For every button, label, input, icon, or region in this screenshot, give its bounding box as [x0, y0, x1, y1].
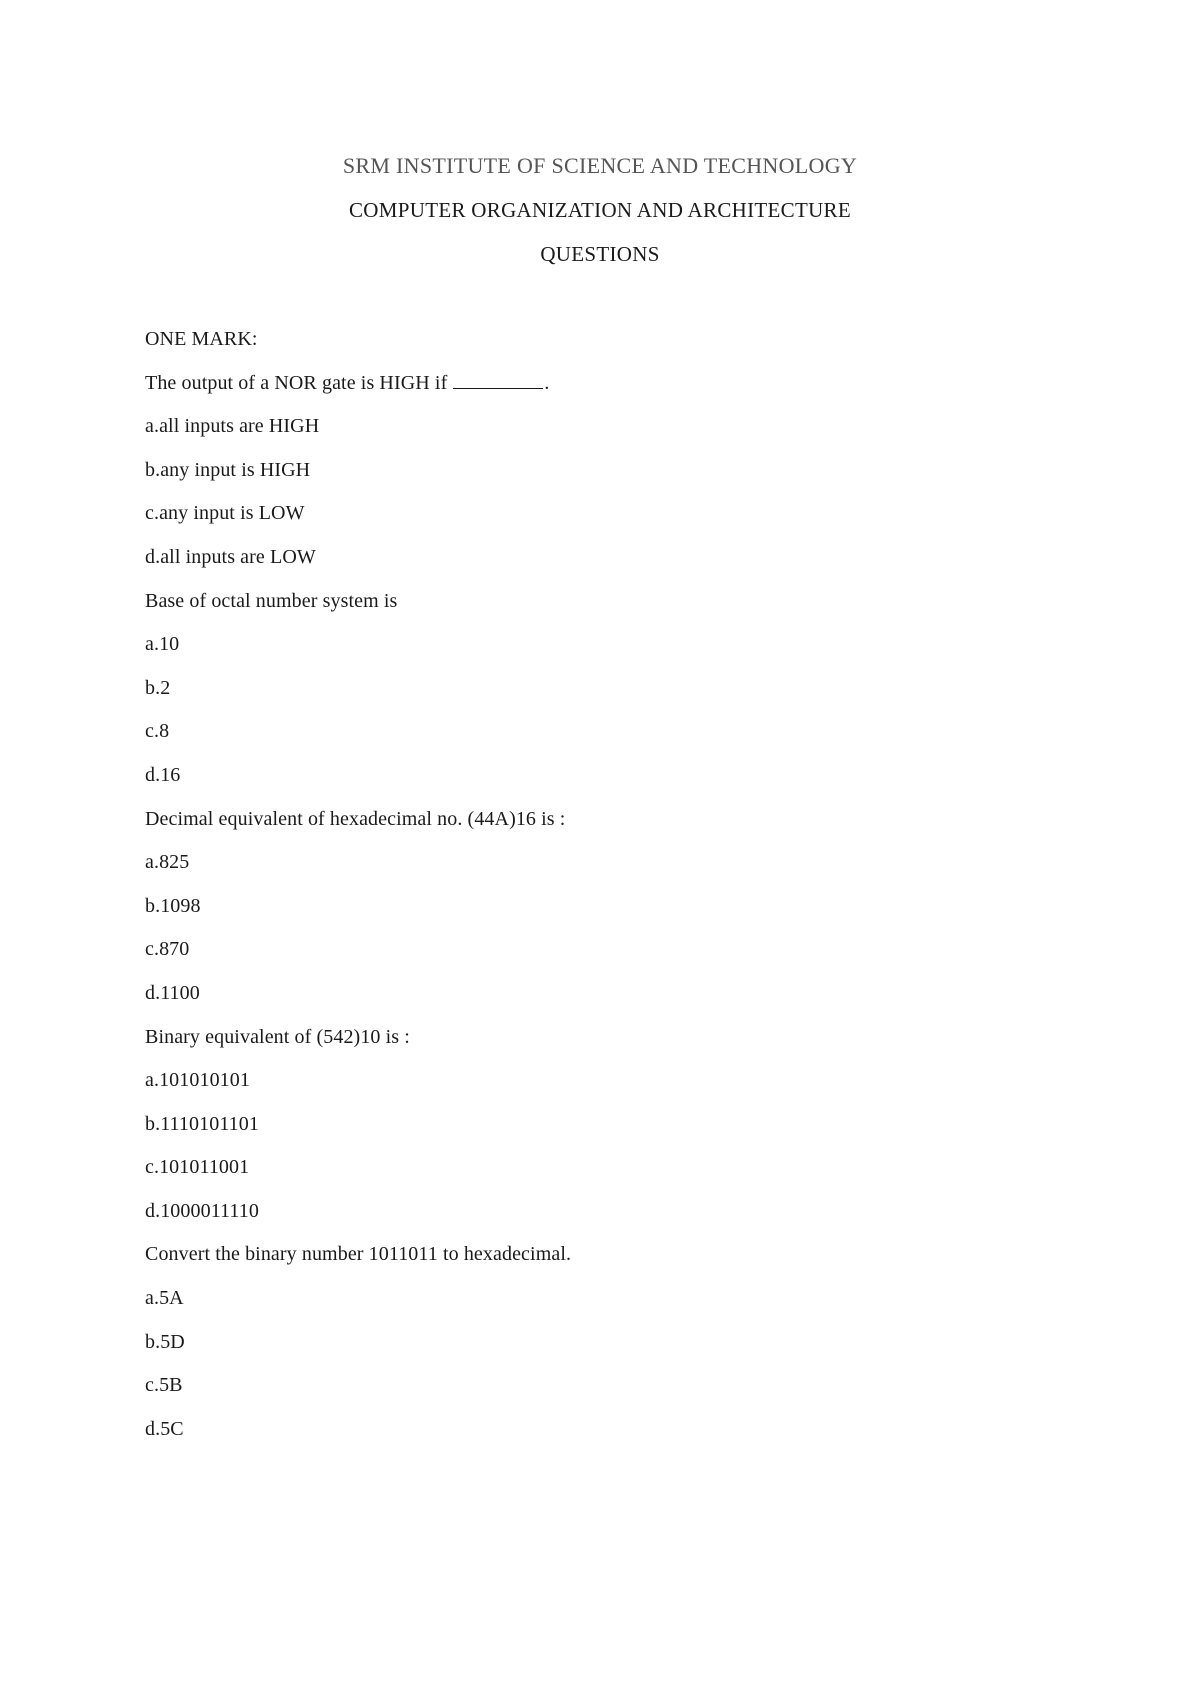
question-5-option-c: c.5B: [145, 1374, 183, 1397]
question-4: Binary equivalent of (542)10 is :: [145, 1025, 410, 1048]
question-4-option-b: b.1110101101: [145, 1112, 259, 1135]
section-title: ONE MARK:: [145, 328, 258, 350]
question-5: Convert the binary number 1011011 to hexadecimal.: [145, 1243, 572, 1266]
question-2-option-a: a.10: [145, 633, 180, 656]
question-3-option-a: a.825: [145, 851, 190, 874]
question-3-option-c: c.870: [145, 938, 190, 961]
institute-name: SRM INSTITUTE OF SCIENCE AND TECHNOLOGY: [342, 153, 858, 178]
question-3-option-d: d.1100: [145, 981, 200, 1004]
question-5-option-a: a.5A: [145, 1287, 184, 1310]
course-title: COMPUTER ORGANIZATION AND ARCHITECTURE: [349, 198, 851, 222]
question-4-option-a: a.101010101: [145, 1069, 250, 1092]
question-list: [145, 318, 1095, 1451]
question-1-option-c: c.any input is LOW: [145, 502, 305, 525]
question-1-text: The output of a NOR gate is HIGH if: [145, 371, 448, 394]
question-5-option-b: b.5D: [145, 1330, 185, 1353]
question-2: Base of octal number system is: [145, 589, 398, 612]
question-4-option-d: d.1000011110: [145, 1199, 259, 1222]
question-3-option-b: b.1098: [145, 894, 201, 917]
answer-blank: [453, 370, 543, 389]
question-1-option-d: d.all inputs are LOW: [145, 545, 316, 568]
question-1-suffix: .: [544, 371, 550, 394]
question-4-option-c: c.101011001: [145, 1156, 250, 1179]
question-3: Decimal equivalent of hexadecimal no. (44A)16 is :: [145, 807, 566, 830]
document-type: QUESTIONS: [540, 242, 660, 266]
question-2-option-b: b.2: [145, 676, 171, 699]
question-2-option-d: d.16: [145, 763, 181, 786]
question-1-option-b: b.any input is HIGH: [145, 458, 311, 481]
document-header: [0, 144, 1200, 276]
question-2-option-c: c.8: [145, 720, 170, 743]
question-1-option-a: a.all inputs are HIGH: [145, 415, 320, 438]
question-5-option-d: d.5C: [145, 1417, 184, 1440]
question-1: [145, 362, 1095, 406]
